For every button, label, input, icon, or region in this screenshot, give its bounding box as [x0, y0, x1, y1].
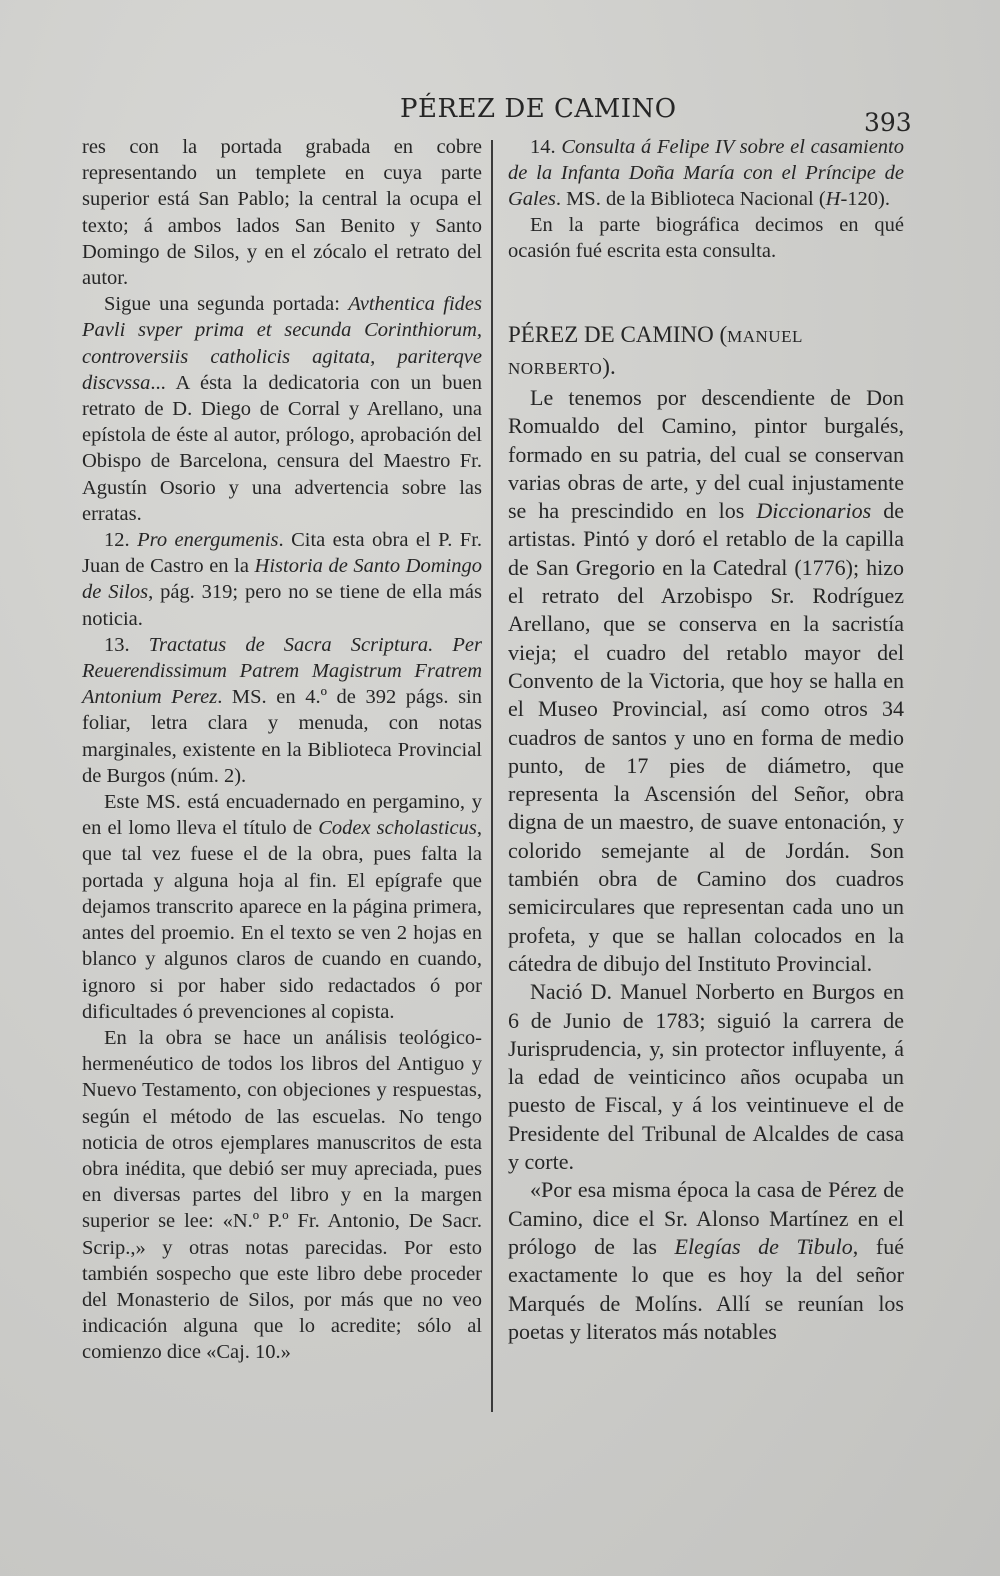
paragraph: «Por esa misma época la casa de Pérez de Camino, dice el Sr. Alonso Martínez en el prólogo de las Elegías de Tibulo, fué exactamente lo que es hoy la del señor Marqués de Molíns. Allí se reunían los poetas y literatos más notables: [508, 1177, 904, 1344]
column-divider: [491, 140, 493, 1412]
work-title: Tractatus de Sacra Scriptura. Per Reuerendissimum Patrem Magistrum Fratrem Antonium Perez: [82, 633, 483, 709]
paragraph: Sigue una segunda portada: Avthentica fides Pavli svper prima et secunda Corinthiorum, controversiis catholicis agitata, pariterqve discvssa... A ésta la dedicatoria con un buen retrato de D. Diego de Corral y Arellano, una epístola de éste al autor, prólogo, aprobación del Obispo de Barcelona, censura del Maestro Fr. Agustín Osorio y una advertencia sobre las erratas.: [82, 293, 482, 525]
page-number: 393: [864, 108, 912, 137]
work-title: Diccionarios: [756, 498, 872, 524]
latin-title: Avthentica fides Pavli svper prima et secunda Corinthiorum, controversiis catholicis agitata, pariterqve discvssa: [82, 293, 482, 394]
section-gap: [508, 264, 904, 320]
catalog-entry-14: 14. Consulta á Felipe IV sobre el casamiento de la Infanta Doña María con el Príncipe de Gales. MS. de la Biblioteca Nacional (H-120).: [508, 136, 905, 210]
paragraph: res con la portada grabada en cobre representando un templete en cuya parte superior está San Pablo; la central la ocupa el texto; á ambos lados San Benito y Santo Domingo de Silos, y en el zócalo el retrato del autor.: [82, 136, 482, 290]
paragraph: En la obra se hace un análisis teológico-hermenéutico de todos los libros del Antiguo y Nuevo Testamento, con objeciones y respuestas, según el método de las escuelas. No tengo noticia de otros ejemplares manuscritos de esta obra inédita, que debió ser muy apreciada, pues en diversas partes del libro y en la margen superior se lee: «N.º P.º Fr. Antonio, De Sacr. Scrip.,» y otras notas parecidas. Por esto también sospecho que este libro debe proceder del Monasterio de Silos, por más que no veo indicación alguna que lo acredite; sólo al comienzo dice «Caj. 10.»: [82, 1026, 482, 1364]
work-title: Codex scholasticus: [318, 817, 477, 840]
catalog-entry-13: 13. Tractatus de Sacra Scriptura. Per Reuerendissimum Patrem Magistrum Fratrem Antonium Perez. MS. en 4.º de 392 págs. sin foliar, letra clara y menuda, con notas marginales, existente en la Biblioteca Provincial de Burgos (núm. 2).: [82, 633, 483, 787]
work-title: Pro energumenis: [137, 529, 279, 552]
running-title: PÉREZ DE CAMINO: [400, 94, 677, 124]
right-column: [508, 134, 904, 1346]
catalog-entry-12: 12. Pro energumenis. Cita esta obra el P. Fr. Juan de Castro en la Historia de Santo Domingo de Silos, pág. 319; pero no se tiene de ella más noticia.: [82, 529, 483, 630]
work-title: Historia de Santo Domingo de Silos: [82, 555, 482, 604]
left-column: [82, 134, 482, 1366]
paragraph: En la parte biográfica decimos en qué ocasión fué escrita esta consulta.: [508, 214, 904, 262]
paragraph: Le tenemos por descendiente de Don Romualdo del Camino, pintor burgalés, formado en su patria, del cual se conservan varias obras de arte, y del cual injustamente se ha prescindido en los Diccionarios de artistas. Pintó y doró el retablo de la capilla de San Gregorio en la Catedral (1776); hizo el retrato del Arzobispo Sr. Rodríguez Arellano, que se conserva en la sacristía vieja; el cuadro del retablo mayor del Convento de la Victoria, que hoy se halla en el Museo Provincial, así como otros 34 cuadros de santos y uno en forma de medio punto, de 17 pies de diámetro, que representa la Ascensión del Señor, obra digna de un maestro, de suave entonación, y colorido semejante al de Jordán. Son también obra de Camino dos cuadros semicirculares que representan cada uno un profeta, y que se hallan colocados en la cátedra de dibujo del Instituto Provincial.: [508, 385, 905, 976]
entry-14-block: [508, 134, 904, 264]
work-title: Consulta á Felipe IV sobre el casamiento de la Infanta Doña María con el Príncipe de Gales: [508, 136, 905, 210]
section-heading: PÉREZ DE CAMINO (MANUEL NORBERTO).: [508, 322, 803, 379]
work-title: Elegías de Tibulo: [674, 1233, 853, 1259]
paragraph: Nació D. Manuel Norberto en Burgos en 6 de Junio de 1783; siguió la carrera de Jurisprudencia, y, sin protector influyente, á la edad de veinticinco años ocupaba un puesto de Fiscal, y á los veintinueve el de Presidente del Tribunal de Alcaldes de casa y corte.: [508, 979, 904, 1175]
paragraph: Este MS. está encuadernado en pergamino, y en el lomo lleva el título de Codex scholasticus, que tal vez fuese el de la obra, pues falta la portada y alguna hoja al fin. El epígrafe que dejamos transcrito aparece en la página primera, antes del proemio. En el texto se ven 2 hojas en blanco y algunos claros de cuando en cuando, ignoro si por haber sido redactados ó por dificultades ó prevenciones al copista.: [82, 791, 482, 1023]
